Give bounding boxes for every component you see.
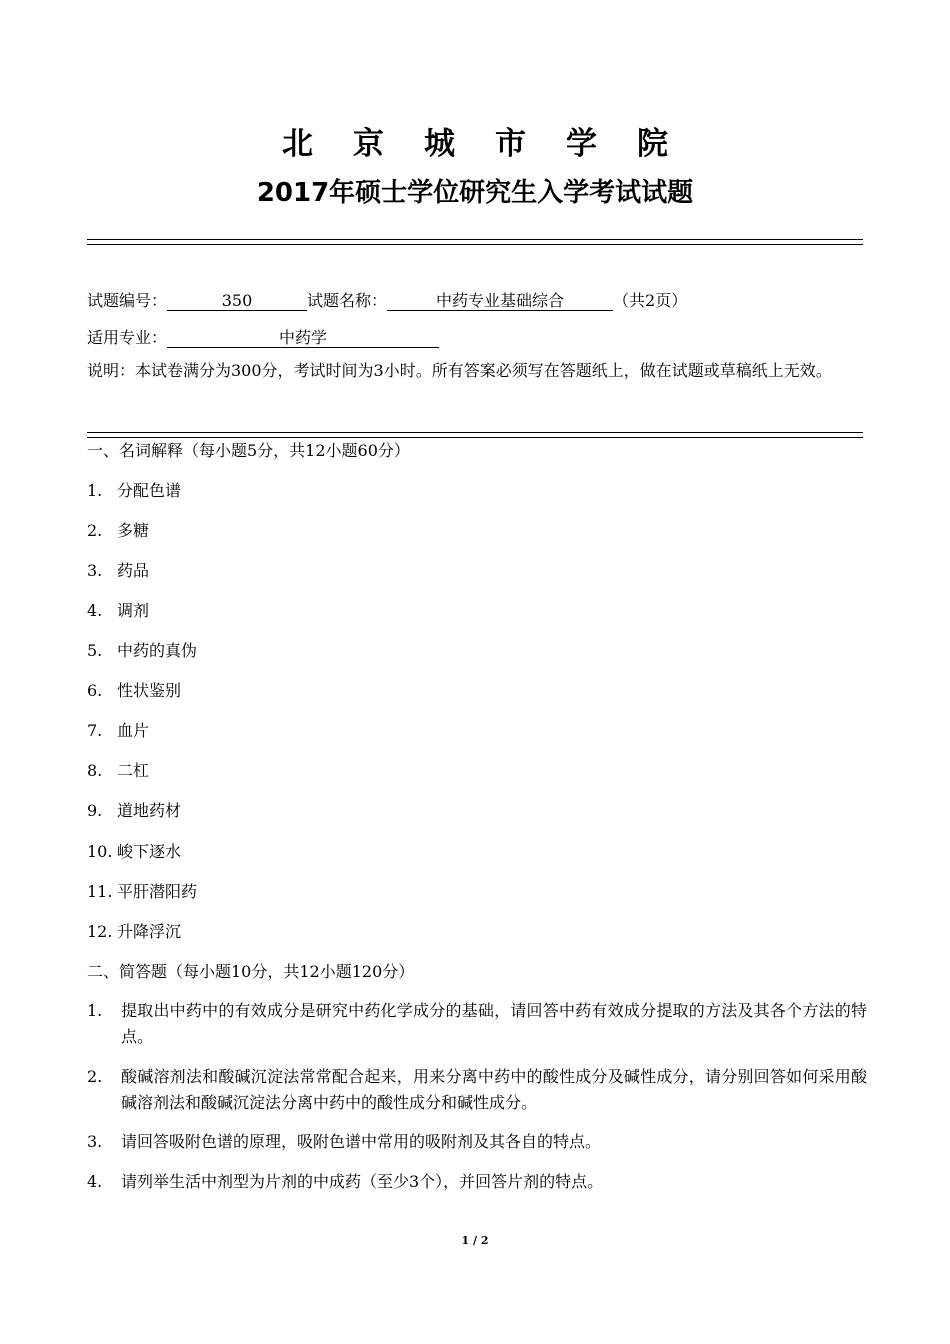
term-item: 5. 中药的真伪 — [87, 641, 198, 660]
name-value: 中药专业基础综合 — [387, 292, 613, 311]
term-item: 10. 峻下逐水 — [87, 842, 182, 861]
header-divider — [87, 239, 863, 245]
major-row — [87, 327, 439, 349]
exam-instructions: 说明：本试卷满分为300分，考试时间为3小时。所有答案必须写在答题纸上，做在试题或草稿纸上无效。 — [87, 361, 832, 380]
section-2-heading: 二、简答题（每小题10分，共12小题120分） — [87, 962, 415, 981]
question-item: 3. 请回答吸附色谱的原理，吸附色谱中常用的吸附剂及其各自的特点。 — [87, 1132, 602, 1151]
school-name: 北京城市学院 — [282, 126, 708, 162]
info-divider — [87, 432, 863, 438]
term-item: 9. 道地药材 — [87, 801, 182, 820]
major-label: 适用专业： — [87, 328, 168, 347]
term-item: 7. 血片 — [87, 721, 150, 740]
term-item: 6. 性状鉴别 — [87, 681, 182, 700]
name-label: 试题名称： — [307, 291, 388, 310]
question-item: 2. 酸碱溶剂法和酸碱沉淀法常常配合起来，用来分离中药中的酸性成分及碱性成分，请分别回答如何采用酸碱溶剂法和酸碱沉淀法分离中药中的酸性成分和碱性成分。 — [87, 1067, 867, 1112]
term-item: 2. 多糖 — [87, 521, 150, 540]
code-value: 350 — [167, 292, 307, 311]
term-item: 4. 调剂 — [87, 601, 150, 620]
page-number: 1 / 2 — [461, 1234, 489, 1247]
page-count: （共2页） — [613, 291, 688, 310]
code-label: 试题编号： — [87, 291, 168, 310]
major-value: 中药学 — [167, 329, 439, 348]
section-1-heading: 一、名词解释（每小题5分，共12小题60分） — [87, 441, 410, 460]
exam-title: 2017年硕士学位研究生入学考试试题 — [256, 178, 694, 208]
exam-info-row — [87, 290, 687, 312]
term-item: 1. 分配色谱 — [87, 481, 182, 500]
term-item: 8. 二杠 — [87, 761, 150, 780]
term-item: 3. 药品 — [87, 561, 150, 580]
question-item: 4. 请列举生活中剂型为片剂的中成药（至少3个），并回答片剂的特点。 — [87, 1172, 604, 1191]
term-item: 11. 平肝潜阳药 — [87, 882, 198, 901]
question-item: 1. 提取出中药中的有效成分是研究中药化学成分的基础，请回答中药有效成分提取的方法及其各个方法的特点。 — [87, 1001, 867, 1046]
term-item: 12. 升降浮沉 — [87, 922, 182, 941]
